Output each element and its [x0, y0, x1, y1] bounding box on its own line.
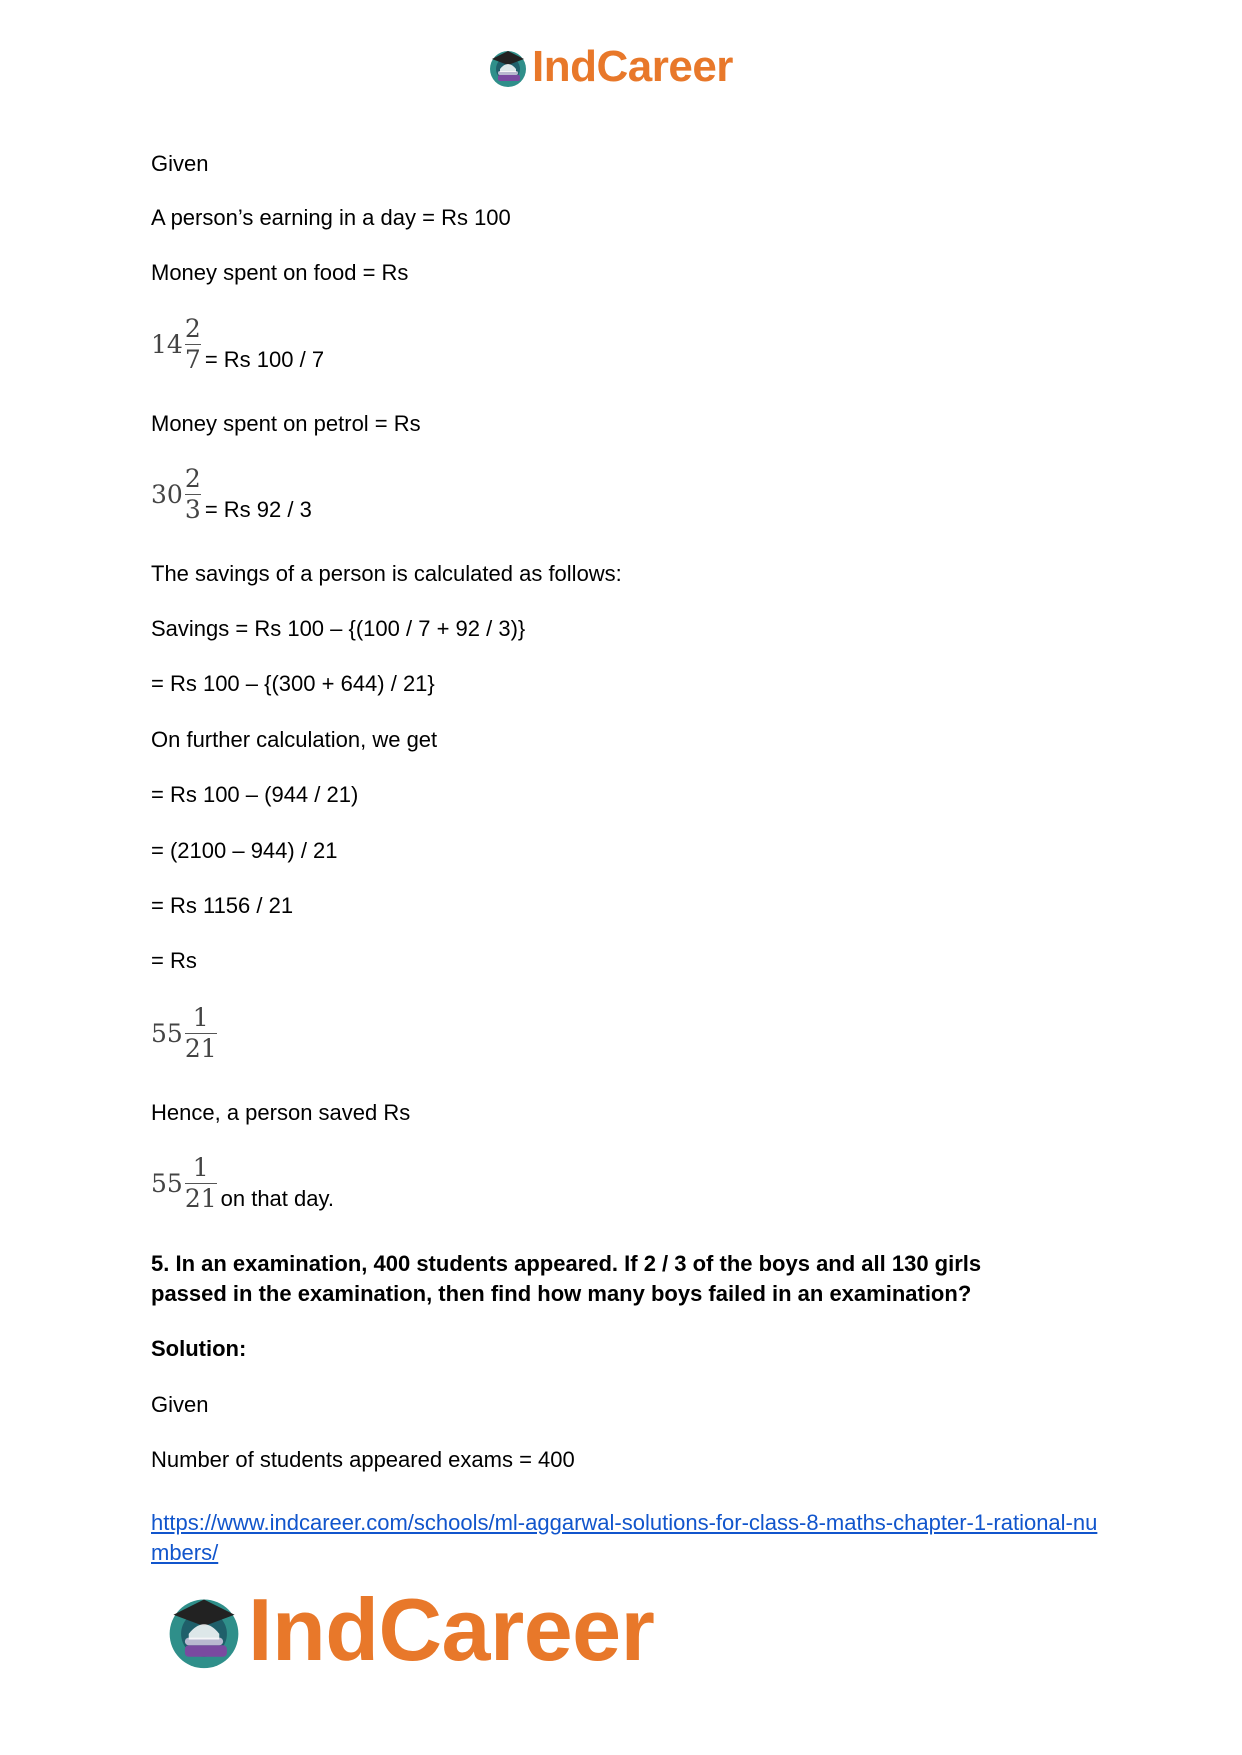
source-link[interactable]: https://www.indcareer.com/schools/ml-aggarwal-solutions-for-class-8-maths-chapter-1-rational-numbers/: [151, 1510, 1098, 1565]
fraction-tail: = Rs 100 / 7: [204, 347, 325, 372]
hence-mixed-fraction: [151, 1153, 334, 1214]
step-3: = Rs 100 – (944 / 21): [151, 782, 359, 807]
fraction-numerator: 1: [192, 1003, 209, 1032]
fraction-whole: 55: [151, 1169, 183, 1198]
step-savings: Savings = Rs 100 – {(100 / 7 + 92 / 3)}: [151, 616, 526, 641]
fraction-tail: = Rs 92 / 3: [204, 497, 312, 522]
fraction-whole: 55: [151, 1019, 183, 1048]
fraction-numerator: 2: [184, 464, 201, 493]
fraction-numerator: 1: [192, 1153, 209, 1182]
food-label: Money spent on food = Rs: [151, 260, 409, 285]
given-label: Given: [151, 151, 209, 176]
header-logo: [486, 40, 733, 94]
food-mixed-fraction: [151, 314, 324, 375]
given-label-2: Given: [151, 1392, 209, 1417]
graduation-cap-logo-icon: [162, 1588, 246, 1672]
step-5: = Rs 1156 / 21: [151, 893, 294, 918]
graduation-cap-logo-icon: [486, 45, 530, 89]
fraction-numerator: 2: [184, 314, 201, 343]
result-mixed-fraction: [151, 1003, 217, 1064]
fraction-denominator: 21: [184, 1184, 217, 1213]
further-calc: On further calculation, we get: [151, 727, 438, 752]
fraction-denominator: 21: [184, 1034, 217, 1063]
step-6: = Rs: [151, 948, 197, 973]
students-line: Number of students appeared exams = 400: [151, 1447, 575, 1472]
logo-wordmark: IndCareer: [532, 42, 733, 91]
earning-line: A person’s earning in a day = Rs 100: [151, 205, 511, 230]
question-5: 5. In an examination, 400 students appeared. If 2 / 3 of the boys and all 130 girls passed in the examination, then find how many boys failed in an examination?: [151, 1251, 982, 1306]
savings-intro: The savings of a person is calculated as follows:: [151, 561, 622, 586]
fraction-whole: 30: [151, 480, 183, 509]
step-2: = Rs 100 – {(300 + 644) / 21}: [151, 671, 435, 696]
footer-logo: [162, 1582, 654, 1678]
hence-line: Hence, a person saved Rs: [151, 1100, 411, 1125]
step-4: = (2100 – 944) / 21: [151, 838, 338, 863]
fraction-denominator: 7: [184, 345, 201, 374]
fraction-denominator: 3: [184, 495, 201, 524]
fraction: [185, 314, 201, 375]
fraction: [185, 1003, 217, 1064]
petrol-mixed-fraction: [151, 464, 312, 525]
petrol-label: Money spent on petrol = Rs: [151, 411, 421, 436]
logo-wordmark: IndCareer: [248, 1580, 655, 1679]
fraction: [185, 1153, 217, 1214]
fraction-tail: on that day.: [220, 1186, 334, 1211]
fraction-whole: 14: [151, 330, 183, 359]
solution-label: Solution:: [151, 1336, 247, 1361]
fraction: [185, 464, 201, 525]
